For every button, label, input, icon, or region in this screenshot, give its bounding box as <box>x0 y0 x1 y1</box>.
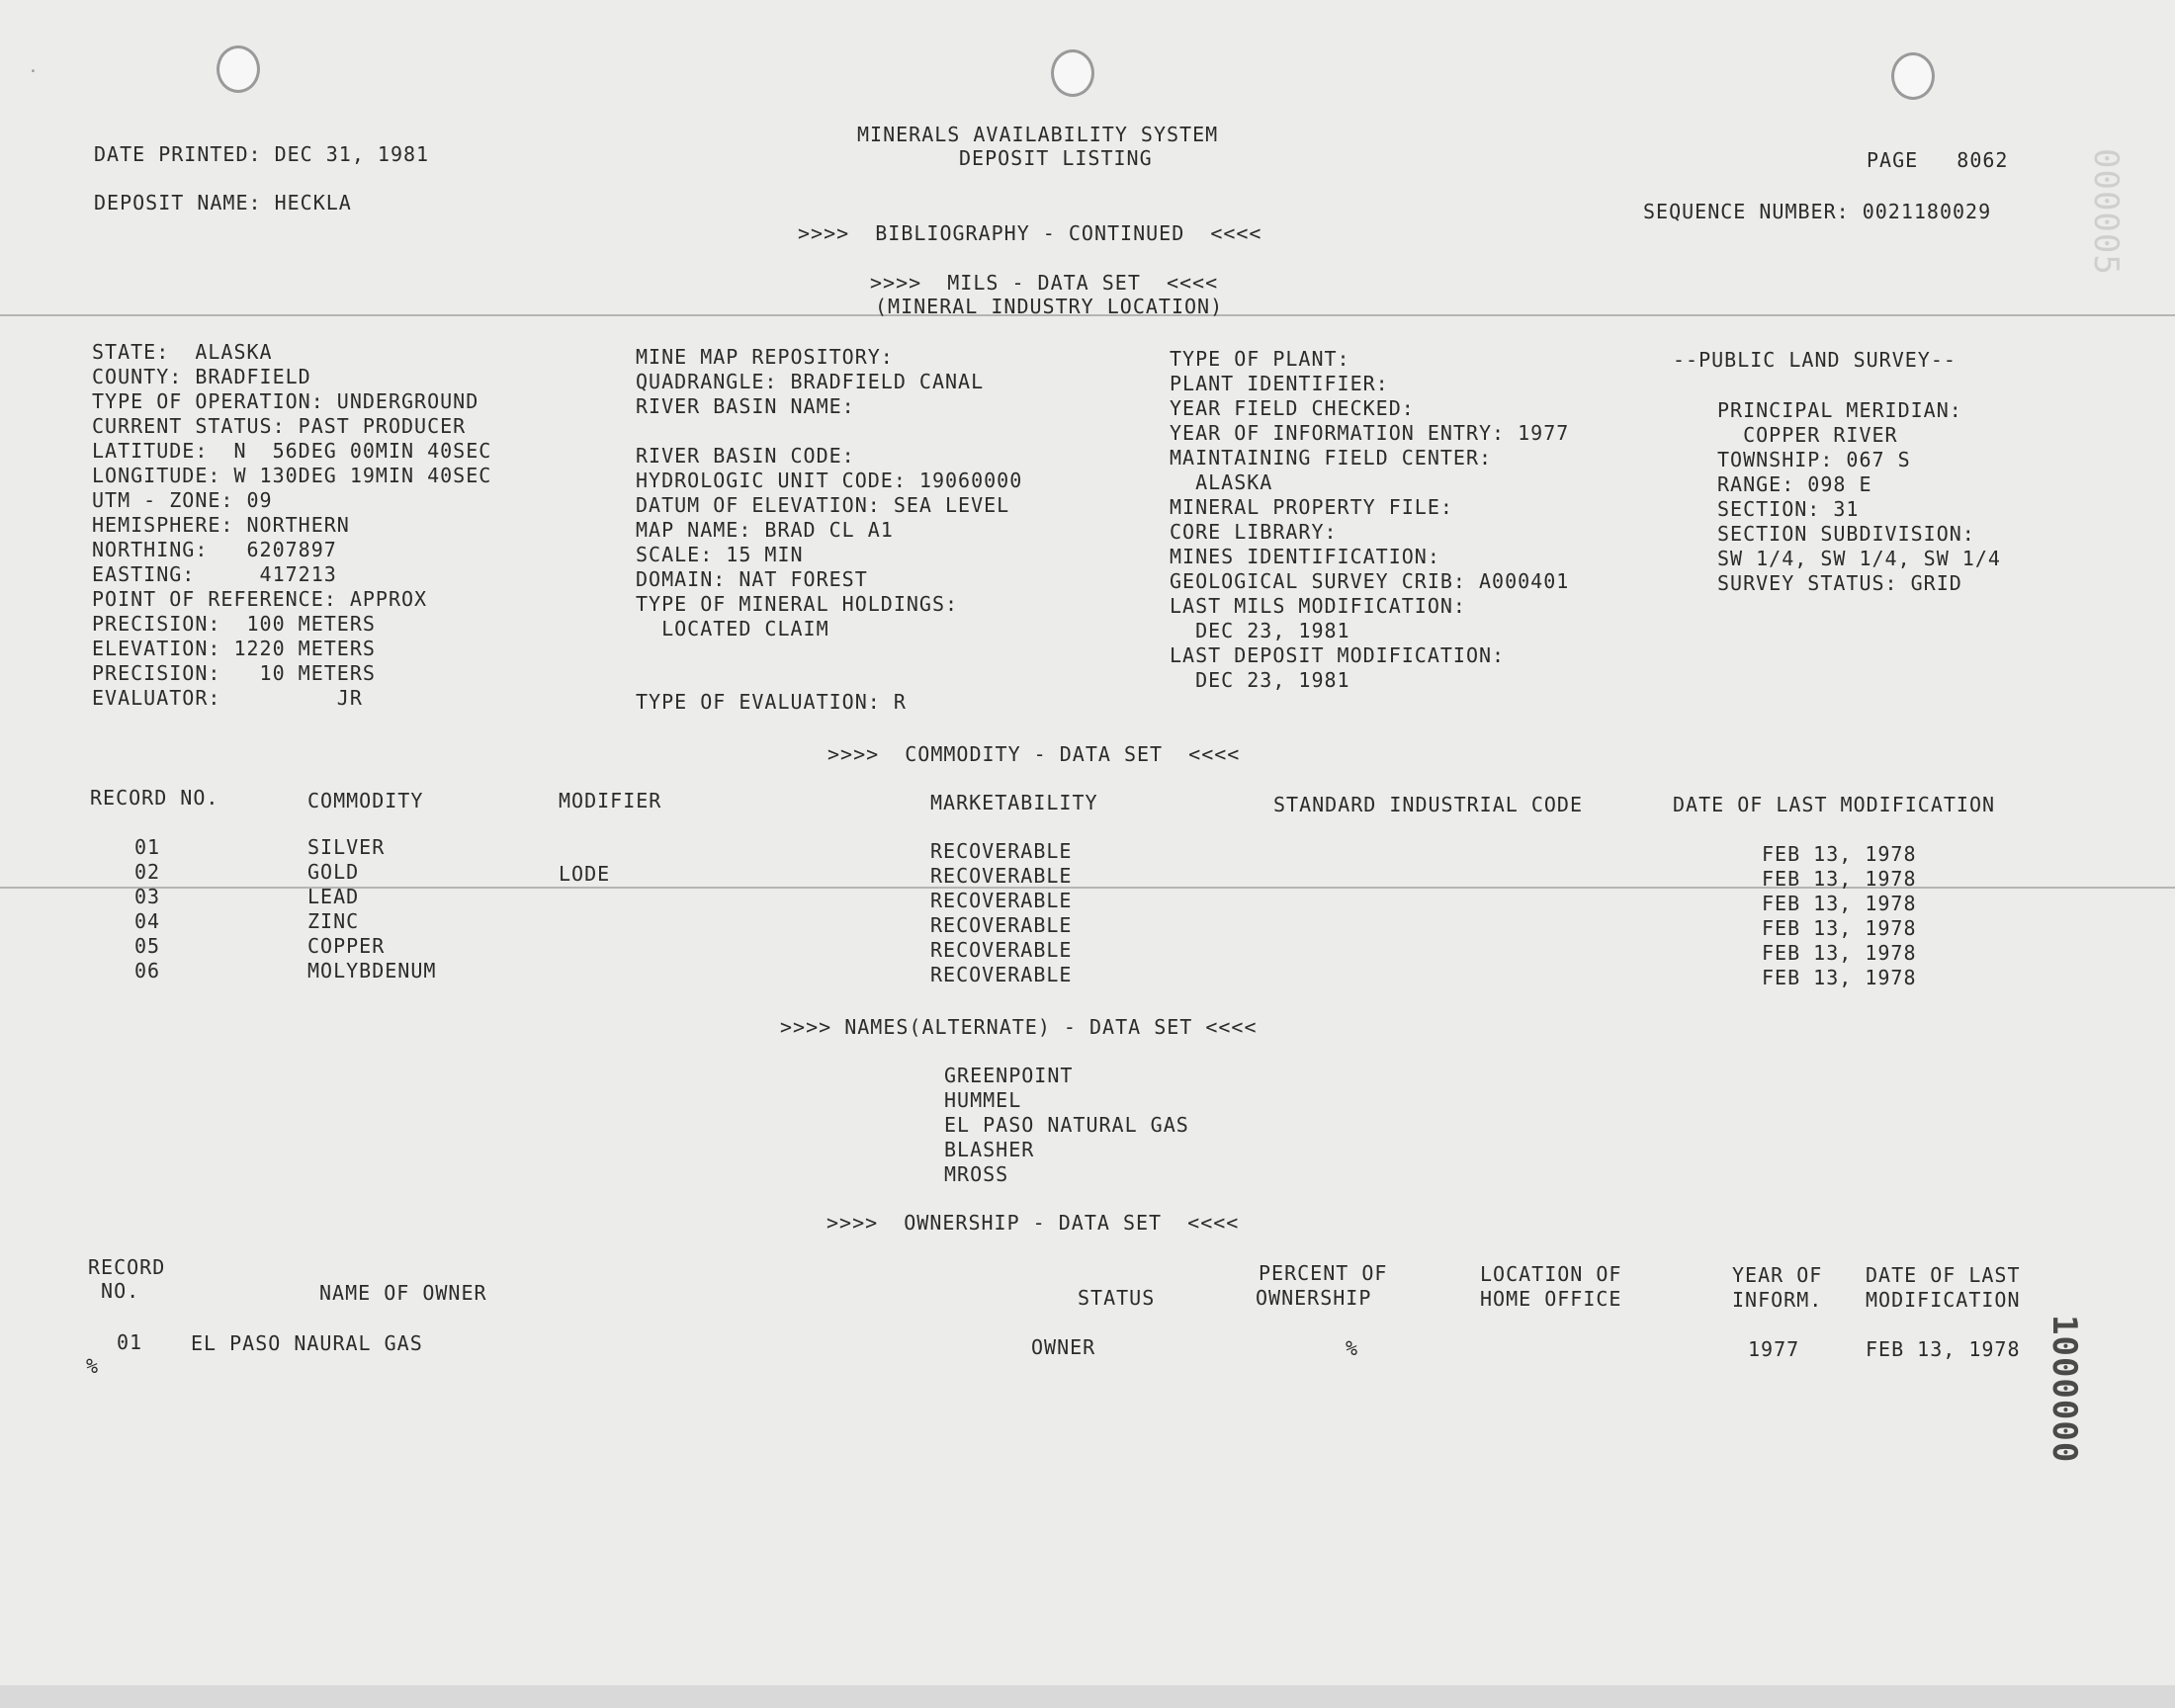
modifier-header: MODIFIER <box>559 789 662 812</box>
state-line: STATE: ALASKA <box>92 340 273 364</box>
commodity-record-no: 01 <box>134 835 161 859</box>
commodity-marketability: RECOVERABLE <box>930 839 1073 863</box>
information-entry-year-line: YEAR OF INFORMATION ENTRY: 1977 <box>1170 421 1570 445</box>
commodity-record-no: 06 <box>134 959 161 982</box>
microfilm-frame-number: 000005 <box>2086 148 2126 276</box>
bibliography-heading: >>>> BIBLIOGRAPHY - CONTINUED <<<< <box>798 221 1262 245</box>
commodity-record-no: 03 <box>134 885 161 908</box>
plant-type-line: TYPE OF PLANT: <box>1170 347 1350 371</box>
latitude-line: LATITUDE: N 56DEG 00MIN 40SEC <box>92 439 492 463</box>
commodity-name: GOLD <box>307 860 360 884</box>
subdivision-value: SW 1/4, SW 1/4, SW 1/4 <box>1717 547 2001 570</box>
hydrologic-unit-line: HYDROLOGIC UNIT CODE: 19060000 <box>636 469 1023 492</box>
reference-point-line: POINT OF REFERENCE: APPROX <box>92 587 428 611</box>
owner-modification-header: MODIFICATION <box>1866 1288 2021 1312</box>
section-subdivision-line: SECTION SUBDIVISION: <box>1717 522 1975 546</box>
inform-year-header: INFORM. <box>1732 1288 1823 1312</box>
owner-modification-header: DATE OF LAST <box>1866 1263 2021 1287</box>
commodity-record-no: 05 <box>134 934 161 958</box>
last-mils-modification-date: DEC 23, 1981 <box>1170 619 1350 642</box>
last-deposit-modification-line: LAST DEPOSIT MODIFICATION: <box>1170 643 1506 667</box>
commodity-marketability: RECOVERABLE <box>930 963 1073 986</box>
names-heading: >>>> NAMES(ALTERNATE) - DATA SET <<<< <box>780 1015 1258 1039</box>
system-title: MINERALS AVAILABILITY SYSTEM <box>857 123 1219 146</box>
owner-record-header: NO. <box>88 1279 140 1303</box>
sequence-number: SEQUENCE NUMBER: 0021180029 <box>1643 200 1992 223</box>
evaluator-line: EVALUATOR: JR <box>92 686 363 710</box>
property-file-line: MINERAL PROPERTY FILE: <box>1170 495 1453 519</box>
commodity-record-no: 04 <box>134 909 161 933</box>
precision-line: PRECISION: 100 METERS <box>92 612 376 636</box>
commodity-name: MOLYBDENUM <box>307 959 437 982</box>
commodity-date: FEB 13, 1978 <box>1762 892 1917 915</box>
home-office-header: LOCATION OF <box>1480 1262 1622 1286</box>
mineral-holdings-line: TYPE OF MINERAL HOLDINGS: <box>636 592 959 616</box>
owner-footnote-mark: % <box>86 1354 100 1378</box>
alternate-name: BLASHER <box>944 1138 1035 1161</box>
ownership-percent-header: OWNERSHIP <box>1256 1286 1372 1310</box>
owner-name-header: NAME OF OWNER <box>319 1281 487 1305</box>
sic-header: STANDARD INDUSTRIAL CODE <box>1273 793 1583 816</box>
county-line: COUNTY: BRADFIELD <box>92 365 311 388</box>
owner-status-header: STATUS <box>1078 1286 1156 1310</box>
domain-line: DOMAIN: NAT FOREST <box>636 567 868 591</box>
river-basin-code-line: RIVER BASIN CODE: <box>636 444 855 468</box>
commodity-marketability: RECOVERABLE <box>930 913 1073 937</box>
record-no-header: RECORD NO. <box>90 786 219 810</box>
field-center-value: ALASKA <box>1170 470 1273 494</box>
last-deposit-modification-date: DEC 23, 1981 <box>1170 668 1350 692</box>
binder-hole <box>217 45 260 93</box>
owner-record-no: 01 <box>117 1330 143 1354</box>
township-line: TOWNSHIP: 067 S <box>1717 448 1911 471</box>
mines-identification-line: MINES IDENTIFICATION: <box>1170 545 1440 568</box>
scale-line: SCALE: 15 MIN <box>636 543 804 566</box>
elevation-line: ELEVATION: 1220 METERS <box>92 637 376 660</box>
binder-hole <box>1891 52 1935 100</box>
meridian-value: COPPER RIVER <box>1717 423 1898 447</box>
survey-status-line: SURVEY STATUS: GRID <box>1717 571 1962 595</box>
commodity-name: SILVER <box>307 835 386 859</box>
principal-meridian-line: PRINCIPAL MERIDIAN: <box>1717 398 1962 422</box>
commodity-modifier: LODE <box>559 862 611 886</box>
river-basin-name-line: RIVER BASIN NAME: <box>636 394 855 418</box>
binder-hole <box>1051 49 1094 97</box>
page-number: PAGE 8062 <box>1867 148 2009 172</box>
ownership-percent: % <box>1346 1336 1359 1360</box>
hemisphere-line: HEMISPHERE: NORTHERN <box>92 513 350 537</box>
commodity-heading: >>>> COMMODITY - DATA SET <<<< <box>827 742 1241 766</box>
commodity-date: FEB 13, 1978 <box>1762 867 1917 891</box>
mils-heading: >>>> MILS - DATA SET <<<< <box>870 271 1219 295</box>
alternate-name: GREENPOINT <box>944 1064 1074 1087</box>
commodity-header: COMMODITY <box>307 789 424 812</box>
year-field-checked-line: YEAR FIELD CHECKED: <box>1170 396 1415 420</box>
ownership-heading: >>>> OWNERSHIP - DATA SET <<<< <box>826 1211 1240 1235</box>
field-center-line: MAINTAINING FIELD CENTER: <box>1170 446 1493 470</box>
home-office-header: HOME OFFICE <box>1480 1287 1622 1311</box>
range-line: RANGE: 098 E <box>1717 472 1872 496</box>
quadrangle-line: QUADRANGLE: BRADFIELD CANAL <box>636 370 985 393</box>
northing-line: NORTHING: 6207897 <box>92 538 337 561</box>
core-library-line: CORE LIBRARY: <box>1170 520 1338 544</box>
commodity-date: FEB 13, 1978 <box>1762 916 1917 940</box>
commodity-date: FEB 13, 1978 <box>1762 941 1917 965</box>
commodity-name: COPPER <box>307 934 386 958</box>
inform-year: 1977 <box>1748 1337 1800 1361</box>
last-mils-modification-line: LAST MILS MODIFICATION: <box>1170 594 1466 618</box>
commodity-name: LEAD <box>307 885 360 908</box>
commodity-date: FEB 13, 1978 <box>1762 966 1917 989</box>
date-printed: DATE PRINTED: DEC 31, 1981 <box>94 142 430 166</box>
alternate-name: HUMMEL <box>944 1088 1022 1112</box>
mils-subheading: (MINERAL INDUSTRY LOCATION) <box>875 295 1224 318</box>
land-survey-heading: --PUBLIC LAND SURVEY-- <box>1673 348 1957 372</box>
scan-speck: · <box>28 61 39 82</box>
utm-zone-line: UTM - ZONE: 09 <box>92 488 273 512</box>
elevation-precision-line: PRECISION: 10 METERS <box>92 661 376 685</box>
microfilm-reel-number: 1000000 <box>2044 1315 2084 1464</box>
commodity-record-no: 02 <box>134 860 161 884</box>
deposit-name: DEPOSIT NAME: HECKLA <box>94 191 352 214</box>
alternate-name: MROSS <box>944 1162 1009 1186</box>
mine-map-repository-line: MINE MAP REPOSITORY: <box>636 345 894 369</box>
last-modification-header: DATE OF LAST MODIFICATION <box>1673 793 1996 816</box>
operation-type-line: TYPE OF OPERATION: UNDERGROUND <box>92 389 479 413</box>
current-status-line: CURRENT STATUS: PAST PRODUCER <box>92 414 467 438</box>
located-claim-line: LOCATED CLAIM <box>636 617 829 640</box>
ownership-percent-header: PERCENT OF <box>1259 1261 1388 1285</box>
owner-status: OWNER <box>1031 1335 1096 1359</box>
owner-modification-date: FEB 13, 1978 <box>1866 1337 2021 1361</box>
alternate-name: EL PASO NATURAL GAS <box>944 1113 1189 1137</box>
commodity-date: FEB 13, 1978 <box>1762 842 1917 866</box>
map-name-line: MAP NAME: BRAD CL A1 <box>636 518 894 542</box>
easting-line: EASTING: 417213 <box>92 562 337 586</box>
commodity-marketability: RECOVERABLE <box>930 864 1073 888</box>
survey-crib-line: GEOLOGICAL SURVEY CRIB: A000401 <box>1170 569 1570 593</box>
commodity-name: ZINC <box>307 909 360 933</box>
owner-record-header: RECORD <box>88 1255 166 1279</box>
commodity-marketability: RECOVERABLE <box>930 938 1073 962</box>
listing-title: DEPOSIT LISTING <box>959 146 1153 170</box>
owner-name: EL PASO NAURAL GAS <box>191 1331 423 1355</box>
plant-identifier-line: PLANT IDENTIFIER: <box>1170 372 1389 395</box>
longitude-line: LONGITUDE: W 130DEG 19MIN 40SEC <box>92 464 492 487</box>
commodity-marketability: RECOVERABLE <box>930 889 1073 912</box>
marketability-header: MARKETABILITY <box>930 791 1098 814</box>
evaluation-type-line: TYPE OF EVALUATION: R <box>636 690 907 714</box>
section-line: SECTION: 31 <box>1717 497 1860 521</box>
elevation-datum-line: DATUM OF ELEVATION: SEA LEVEL <box>636 493 1010 517</box>
inform-year-header: YEAR OF <box>1732 1263 1823 1287</box>
